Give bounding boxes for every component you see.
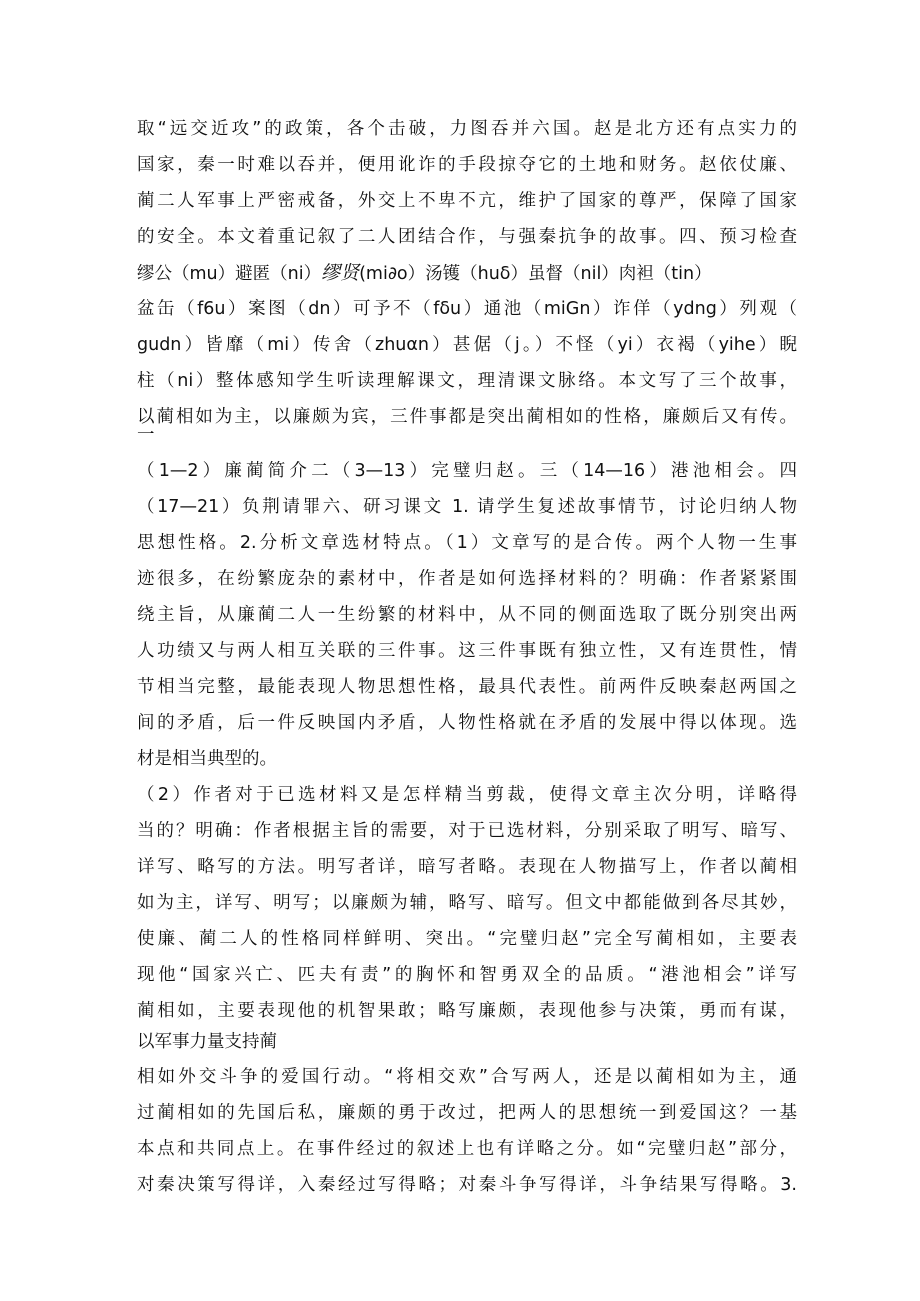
text-line: gudn）皆靡（mi）传舍（zhuαn）甚倨（j。）不怪（yi）衣褐（yihe）睨 bbox=[137, 335, 797, 355]
text-line: 迹很多，在纷繁庞杂的素材中，作者是如何选择材料的？明确：作者紧紧围 bbox=[137, 569, 797, 589]
text-line: 相如外交斗争的爱国行动。“将相交欢”合写两人，还是以蔺相如为主，通 bbox=[137, 1067, 797, 1087]
text-line: 取“远交近攻”的政策，各个击破，力图吞并六国。赵是北方还有点实力的 bbox=[137, 119, 797, 139]
text-line: 思想性格。2.分析文章选材特点。（1）文章写的是合传。两个人物一生事 bbox=[137, 533, 797, 553]
text-segment-italic: 缪贤 bbox=[321, 262, 360, 284]
text-line: 本点和共同点上。在事件经过的叙述上也有详略之分。如“完璧归赵”部分， bbox=[137, 1139, 797, 1159]
text-line: 的安全。本文着重记叙了二人团结合作，与强秦抗争的故事。四、预习检查 bbox=[137, 227, 797, 247]
text-line: 使廉、蔺二人的性格同样鲜明、突出。“完璧归赵”完全写蔺相如，主要表 bbox=[137, 929, 797, 949]
text-line: 如为主，详写、明写；以廉颇为辅，略写、暗写。但文中都能做到各尽其妙， bbox=[137, 893, 797, 913]
text-line: 国家，秦一时难以吞并，便用讹诈的手段掠夺它的土地和财务。赵依仗廉、 bbox=[137, 155, 797, 175]
text-line: 以蔺相如为主，以廉颇为宾，三件事都是突出蔺相如的性格，廉颇后又有传。 bbox=[137, 407, 797, 427]
text-line: 现他“国家兴亡、匹夫有责”的胸怀和智勇双全的品质。“港池相会”详写 bbox=[137, 965, 797, 985]
text-line: 详写、略写的方法。明写者详，暗写者略。表现在人物描写上，作者以蔺相 bbox=[137, 857, 797, 877]
text-line: 对秦决策写得详，入秦经过写得略；对秦斗争写得详，斗争结果写得略。3. bbox=[137, 1175, 797, 1195]
text-line: 人功绩又与两人相互关联的三件事。这三件事既有独立性，又有连贯性，情 bbox=[137, 641, 797, 661]
text-line: （2）作者对于已选材料又是怎样精当剪裁，使得文章主次分明，详略得 bbox=[137, 785, 797, 805]
text-line: 间的矛盾，后一件反映国内矛盾，人物性格就在矛盾的发展中得以体现。选 bbox=[137, 713, 797, 733]
text-line: 过蔺相如的先国后私，廉颇的勇于改过，把两人的思想统一到爱国这？一基 bbox=[137, 1103, 797, 1123]
text-line: 材是相当典型的。 bbox=[137, 749, 277, 769]
text-segment: 缪公（mu）避匿（ni） bbox=[137, 264, 322, 284]
text-line: 盆缶（f6u）案图（dn）可予不（fδu）通池（miGn）诈佯（ydng）列观（ bbox=[137, 299, 797, 319]
text-segment: (mi∂o）汤镬（huδ）虽督（nil）肉袒（tin） bbox=[359, 264, 712, 284]
text-line: 当的？明确：作者根据主旨的需要，对于已选材料，分别采取了明写、暗写、 bbox=[137, 821, 797, 841]
text-line: （1—2）廉蔺简介二（3—13）完璧归赵。三（14—16）港池相会。四 bbox=[137, 461, 797, 481]
text-line: 蔺二人军事上严密戒备，外交上不卑不亢，维护了国家的尊严，保障了国家 bbox=[137, 191, 797, 211]
text-line bbox=[137, 262, 797, 284]
text-line: （17—21）负荆请罪六、研习课文 1. 请学生复述故事情节，讨论归纳人物 bbox=[137, 497, 797, 517]
text-line: 一 bbox=[137, 425, 155, 445]
text-line: 柱（ni）整体感知学生听读理解课文，理清课文脉络。本文写了三个故事， bbox=[137, 371, 797, 391]
text-line: 绕主旨，从廉蔺二人一生纷繁的材料中，从不同的侧面选取了既分别突出两 bbox=[137, 605, 797, 625]
text-line: 以军事力量支持蔺 bbox=[137, 1032, 277, 1052]
text-line: 蔺相如，主要表现他的机智果敢；略写廉颇，表现他参与决策，勇而有谋， bbox=[137, 1001, 797, 1021]
text-line: 节相当完整，最能表现人物思想性格，最具代表性。前两件反映秦赵两国之 bbox=[137, 677, 797, 697]
